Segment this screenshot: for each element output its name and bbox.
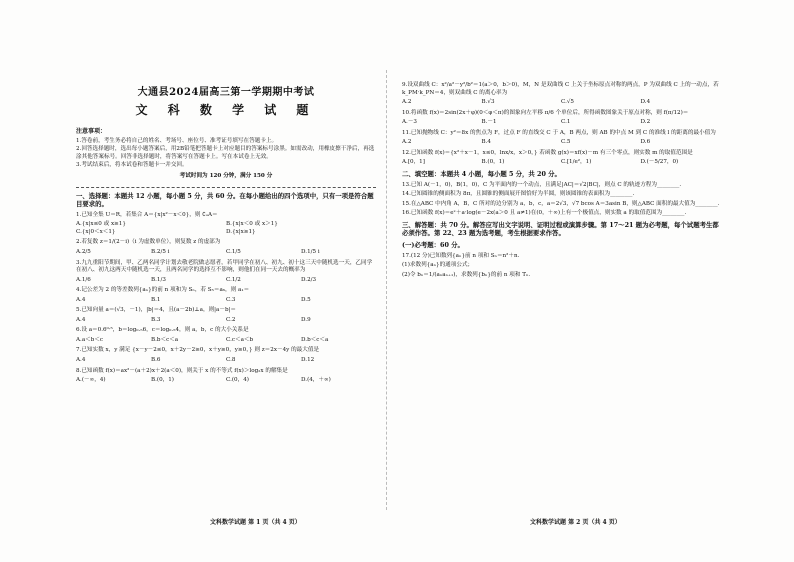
fill-section-header: 二、填空题：本题共 4 小题，每小题 5 分，共 20 分。 [402, 169, 561, 178]
option: C.[1/e²，1) [561, 159, 592, 166]
option: B.{x|x＜0 或 x＞1} [226, 221, 278, 228]
exam-subtitle: 文 科 数 学 试 题 [135, 102, 317, 117]
option: A.1/6 [76, 276, 91, 283]
option: D.5 [301, 296, 311, 303]
question-6: 6.设 a＝0.6⁰·⁵，b＝log₀.₅6，c＝log₀.₅4，则 a，b，c 的大小关系是 [76, 327, 249, 334]
notice-heading: 注意事项： [76, 127, 107, 135]
option: C.3 [226, 296, 236, 303]
option: B.2/5 i [151, 248, 170, 255]
question-8: 8.已知函数 f(x)＝ax²－(a＋2)x＋2(a＜0)，则关于 x 的不等式 f(x)＞log₂x 的解集是 [76, 367, 288, 374]
option: D.9 [301, 316, 311, 323]
option: A.2 [402, 99, 412, 106]
option: B.－1 [481, 119, 497, 126]
question-1: 1.已知全集 U＝R，若集合 A＝{x|x²－x＜0}，则 ∁ᵤA＝ [76, 211, 218, 218]
option: A.{x|x≤0 或 x≥1} [76, 221, 126, 228]
option: B.6 [151, 357, 161, 363]
question-6-options [76, 337, 376, 345]
option: D.2 [640, 119, 651, 126]
question-11: 11.已知抛物线 C：y²＝8x 的焦点为 F，过点 F 的直线交 C 于 A，B 两点，则 AB 的中点 M 到 C 的准线 l 的距离的最小值为 [402, 129, 716, 136]
option: A.2/5 [76, 248, 91, 255]
question-3: 3.九九重阳节期间，甲、乙两名同学计划去敬老院做志愿者，若甲同学在初八、初九、初十这三天中随机选一天，乙同学在初八、初九这两天中随机选一天，且两名同学的选择互不影响，则他们在同一天去的概率为 [76, 259, 373, 274]
question-2: 2.若复数 z＝1/(2－i)（i 为虚数单位），则复数 z 的虚部为 [76, 239, 221, 246]
notice-item: 2.回答选择题时，选出每小题答案后，用2B铅笔把答题卡上对应题目的答案标号涂黑。如需改动，用橡皮擦干净后，再选涂其他答案标号。回答非选择题时，将答案写在答题卡上。写在本试卷上无效。 [76, 146, 375, 160]
option: C.1/2 [226, 276, 241, 283]
question-17-part-2: (2)令 bₙ＝1/(aₙaₙ₊₁)，求数列{bₙ}的前 n 项和 Tₙ. [402, 271, 531, 278]
option: A.(－∞，4) [76, 377, 106, 384]
question-9: 9.设双曲线 C：x²/a²－y²/b²＝1(a＞0，b＞0)，M，N 是双曲线 C 上关于坐标原点对称的两点，P 为双曲线 C 上的一动点，若 k_PM·k_PN＝4，则双曲线 C 的离心率为 [402, 82, 719, 96]
option: C.1/5 [226, 248, 241, 255]
question-15: 15.在△ABC 中内角 A，B，C 所对的边分别为 a，b，c，a＝2√3，√7 bcos A＝3asin B，则△ABC 面积的最大值为________. [402, 200, 720, 207]
option: A.a＜b＜c [76, 336, 104, 343]
question-11-options [402, 139, 720, 147]
option: A.[0，1] [402, 159, 425, 166]
required-section-header: (一)必考题：60 分。 [402, 241, 464, 250]
question-1-options [76, 221, 376, 236]
question-4-options [76, 297, 376, 305]
notice-block [76, 128, 376, 170]
question-16: 16.已知函数 f(x)＝eˣ＋a·log(e－2x(a＞0 且 a≠1)在(0，＋∞)上有一个极值点，则实数 a 的取值范围为________. [402, 210, 687, 217]
option: C.{x|0＜x＜1} [76, 228, 116, 235]
right-page [402, 82, 720, 281]
question-7: 7.已知实数 x，y 满足 {x－y－2≤0，x＋2y－2≥0，x＋y≥0，y≥0，} 则 z＝2x－4y 的最大值是 [76, 347, 320, 354]
option: C.8 [226, 357, 236, 363]
option: D.b＜c＜a [301, 336, 329, 343]
option: D.2/3 [301, 276, 317, 283]
question-17: 17.(12 分)已知数列{aₙ}前 n 项和 Sₙ＝n²＋n. [402, 252, 520, 259]
page-footer-right: 文科数学试题 第 2 页（共 4 页） [530, 519, 621, 526]
question-7-options [76, 357, 376, 365]
option: B.b＜c＜a [151, 336, 179, 343]
question-9-options [402, 99, 720, 107]
question-3-options [76, 277, 376, 285]
option: C.(0，4) [226, 377, 249, 384]
option: D.{x|x≥1} [226, 228, 256, 235]
choice-section-header: 一、选择题：本题共 12 小题，每小题 5 分，共 60 分。在每小题给出的四个选项中，只有一项是符合题目要求的。 [76, 191, 374, 209]
option: D.1/5 i [301, 248, 320, 255]
question-10: 10.将函数 f(x)＝2sin(2x＋φ)(0＜φ＜π)的图象向左平移 π/6 个单位后，所得函数图象关于原点对称，则 f(π/12)＝ [402, 109, 689, 116]
option: B.√3 [481, 99, 495, 106]
option: B.1/3 [151, 276, 166, 283]
option: C.√5 [561, 99, 574, 106]
option: C.1 [561, 119, 571, 126]
option: A.4 [76, 296, 86, 303]
question-8-options [76, 377, 376, 385]
time-note: 考试时间为 120 分钟，满分 150 分 [179, 172, 273, 179]
question-13: 13.已知 A(－1，0)，B(1，0)，C 为平面内的一个动点，且满足|AC|＝√2|BC|，则点 C 的轨迹方程为________. [402, 181, 682, 188]
solve-section-header: 三、解答题：共 70 分。解答应写出文字说明、证明过程或演算步骤。第 17～21 题为必考题，每个试题考生都必须作答。第 22、23 题为选考题，考生根据要求作答。 [402, 220, 719, 238]
question-14: 14.已知圆锥的侧面积为 8π，且圆锥的侧面展开图恰好为半圆，则该圆锥的表面积为________. [402, 191, 635, 198]
option: A.2 [402, 139, 412, 146]
option: D.(－5/27，0) [640, 159, 679, 166]
option: C.2 [226, 316, 236, 323]
question-17-part-1: (1)求数列{aₙ}的通项公式； [402, 262, 474, 269]
option: B.(0，1) [151, 377, 174, 384]
option: B.4 [481, 139, 491, 146]
notice-item: 3.考试结束后，将本试卷和答题卡一并交回。 [76, 162, 188, 169]
option: A.－3 [402, 119, 417, 126]
option: B.1 [151, 296, 161, 303]
question-12: 12.已知函数 f(x)＝{x²＋x－1，x≤0，lnx/x，x＞0，} 若函数 g(x)＝xf(x)－m 有三个零点，则实数 m 的取值范围是 [402, 149, 693, 156]
option: D.6 [640, 139, 651, 146]
left-page [76, 78, 376, 388]
question-4: 4.记公差为 2 的等差数列{aₙ}的前 n 项和为 Sₙ，若 S₅＝a₆，则 a₁＝ [76, 287, 250, 294]
divider [76, 187, 376, 188]
question-10-options [402, 119, 720, 127]
option: C.5 [561, 139, 571, 146]
question-5: 5.已知向量 a＝(√3，－1)，|b|＝4，且(a－2b)⊥a，则|a－b|＝ [76, 307, 237, 314]
option: D.4 [640, 99, 651, 106]
question-2-options [76, 249, 376, 257]
notice-item: 1.答卷前，考生务必将自己的姓名、考场号、座位号、准考证号填写在答题卡上。 [76, 137, 278, 144]
option: B.(0，1) [481, 159, 505, 166]
exam-title: 大通县2024届高三第一学期期中考试 [137, 87, 315, 98]
question-12-options [402, 159, 720, 167]
option: D.12 [301, 357, 315, 363]
option: D.(4，＋∞) [301, 377, 331, 384]
option: A.4 [76, 357, 86, 363]
question-5-options [76, 317, 376, 325]
option: B.3 [151, 316, 161, 323]
fold-line [386, 70, 387, 510]
option: A.4 [76, 316, 86, 323]
option: C.c＜a＜b [226, 336, 254, 343]
page-footer-left: 文科数学试题 第 1 页（共 4 页） [210, 519, 301, 526]
